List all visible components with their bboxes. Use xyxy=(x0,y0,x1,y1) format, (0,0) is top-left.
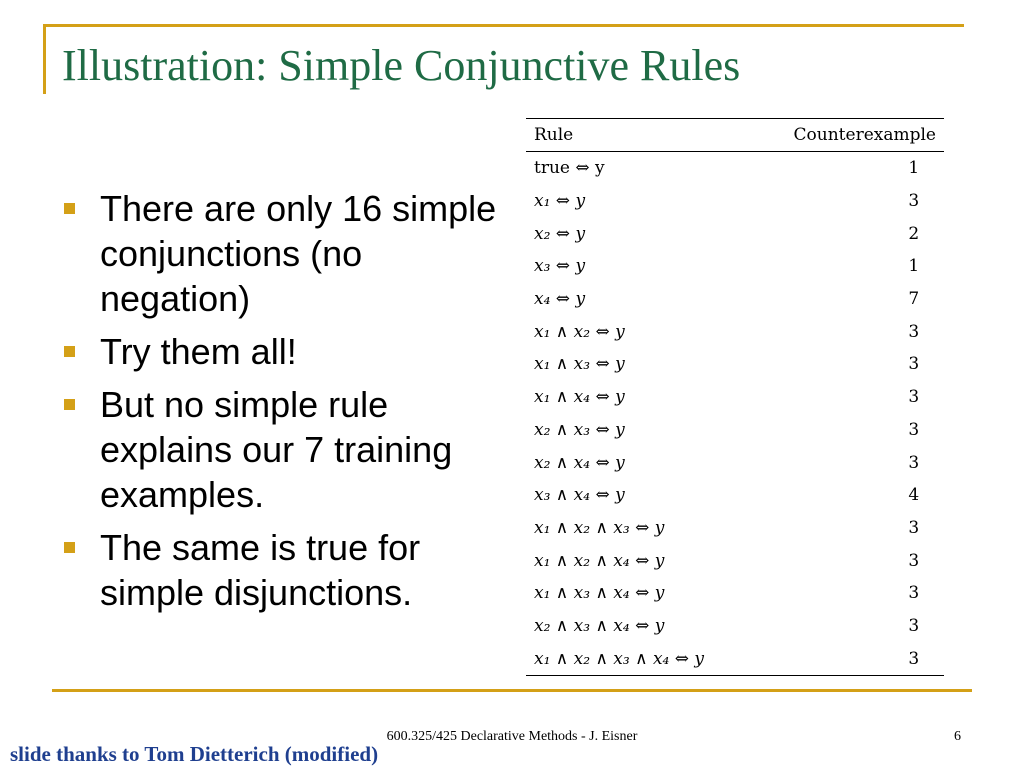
rule-cell: x₂ ∧ x₃ ∧ x₄ ⇔ y xyxy=(534,615,665,636)
top-divider xyxy=(43,24,964,27)
bullet-text: Try them all! xyxy=(100,331,297,372)
bullet-list xyxy=(62,186,502,623)
table-row xyxy=(526,544,944,577)
counterexample-cell: 3 xyxy=(908,387,920,408)
rule-cell: x₃ ∧ x₄ ⇔ y xyxy=(534,485,625,506)
rule-cell: x₁ ∧ x₂ ∧ x₃ ⇔ y xyxy=(534,517,665,538)
rule-column-header: Rule xyxy=(526,119,751,152)
bullet-text: But no simple rule explains our 7 training examples. xyxy=(100,384,453,515)
bullet-square-icon xyxy=(64,346,75,357)
rule-cell: x₁ ∧ x₂ ⇔ y xyxy=(534,321,625,342)
counterexample-cell: 3 xyxy=(908,550,920,571)
counterexample-cell: 1 xyxy=(908,158,920,179)
rule-cell: x₁ ∧ x₂ ∧ x₄ ⇔ y xyxy=(534,550,665,571)
bullet-item xyxy=(62,382,502,517)
bullet-text: The same is true for simple disjunctions. xyxy=(100,527,421,613)
bullet-item xyxy=(62,525,502,615)
counterexample-cell: 3 xyxy=(908,615,920,636)
counterexample-cell: 3 xyxy=(751,642,944,675)
rule-cell: x₁ ∧ x₂ ∧ x₃ ∧ x₄ ⇔ y xyxy=(526,642,751,675)
table-row xyxy=(526,152,944,185)
counterexample-cell: 7 xyxy=(908,289,920,310)
footer-text: 600.325/425 Declarative Methods - J. Eisner xyxy=(386,729,638,744)
slide-title: Illustration: Simple Conjunctive Rules xyxy=(62,41,741,90)
table-row xyxy=(526,250,944,283)
rule-cell: x₃ ⇔ y xyxy=(534,256,586,277)
rule-cell: x₂ ⇔ y xyxy=(534,223,586,244)
counterexample-cell: 3 xyxy=(908,583,920,604)
page-number: 6 xyxy=(954,729,961,744)
table-row xyxy=(526,315,944,348)
table-row xyxy=(526,348,944,381)
bullet-item xyxy=(62,186,502,321)
table-row xyxy=(526,446,944,479)
rule-cell: x₁ ∧ x₃ ∧ x₄ ⇔ y xyxy=(534,583,665,604)
rule-cell: x₁ ⇔ y xyxy=(534,191,586,212)
credit-note: slide thanks to Tom Dietterich (modified) xyxy=(10,742,379,766)
bullet-item xyxy=(62,329,502,374)
bullet-square-icon xyxy=(64,542,75,553)
counterexample-cell: 3 xyxy=(908,191,920,212)
table-row xyxy=(526,185,944,218)
table-row xyxy=(526,610,944,643)
rule-cell: x₂ ∧ x₃ ⇔ y xyxy=(534,419,625,440)
counterexample-cell: 4 xyxy=(908,485,920,506)
counterexample-cell: 1 xyxy=(908,256,920,277)
counterexample-cell: 3 xyxy=(908,419,920,440)
counterexample-column-header: Counterexample xyxy=(751,119,944,152)
table-row xyxy=(526,283,944,316)
table-row xyxy=(526,414,944,447)
rule-cell: x₄ ⇔ y xyxy=(534,289,586,310)
bullet-square-icon xyxy=(64,399,75,410)
table-row xyxy=(526,381,944,414)
counterexample-cell: 3 xyxy=(908,321,920,342)
rule-cell: x₁ ∧ x₄ ⇔ y xyxy=(534,387,625,408)
table-row xyxy=(526,217,944,250)
title-side-divider xyxy=(43,24,46,94)
counterexample-cell: 3 xyxy=(908,517,920,538)
table-row xyxy=(526,512,944,545)
table-header-row xyxy=(526,119,944,152)
table-row xyxy=(526,479,944,512)
rule-cell: true ⇔ y xyxy=(534,158,605,179)
rules-table xyxy=(526,118,944,676)
counterexample-cell: 3 xyxy=(908,452,920,473)
table-row xyxy=(526,577,944,610)
table-row xyxy=(526,642,944,675)
counterexample-cell: 2 xyxy=(908,223,920,244)
bottom-divider xyxy=(52,689,972,692)
bullet-square-icon xyxy=(64,203,75,214)
counterexample-cell: 3 xyxy=(908,354,920,375)
bullet-text: There are only 16 simple conjunctions (no negation) xyxy=(100,188,497,319)
rule-cell: x₂ ∧ x₄ ⇔ y xyxy=(534,452,625,473)
rule-cell: x₁ ∧ x₃ ⇔ y xyxy=(534,354,625,375)
